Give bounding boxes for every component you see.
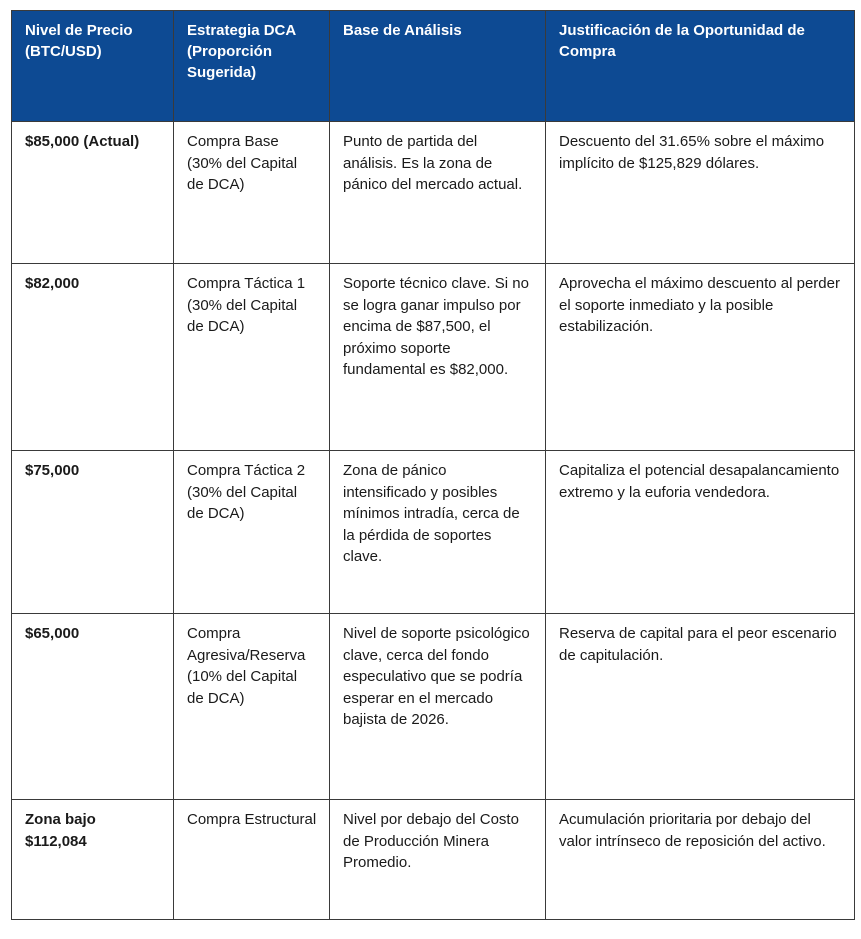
header-justification: Justificación de la Oportunidad de Compra bbox=[546, 11, 855, 122]
header-price-level: Nivel de Precio (BTC/USD) bbox=[12, 11, 174, 122]
justification-cell: Aprovecha el máximo descuento al perder el soporte inmediato y la posible estabilización. bbox=[546, 264, 855, 451]
basis-cell: Zona de pánico intensificado y posibles mínimos intradía, cerca de la pérdida de soportes clave. bbox=[330, 451, 546, 614]
justification-cell: Capitaliza el potencial desapalancamiento extremo y la euforia vendedora. bbox=[546, 451, 855, 614]
table-row bbox=[12, 264, 855, 451]
basis-cell: Nivel de soporte psicológico clave, cerca del fondo especulativo que se podría esperar en el mercado bajista de 2026. bbox=[330, 614, 546, 800]
strategy-cell: Compra Base (30% del Capital de DCA) bbox=[174, 122, 330, 264]
strategy-cell: Compra Táctica 2 (30% del Capital de DCA) bbox=[174, 451, 330, 614]
justification-cell: Descuento del 31.65% sobre el máximo implícito de $125,829 dólares. bbox=[546, 122, 855, 264]
header-dca-strategy: Estrategia DCA (Proporción Sugerida) bbox=[174, 11, 330, 122]
basis-cell: Punto de partida del análisis. Es la zona de pánico del mercado actual. bbox=[330, 122, 546, 264]
basis-cell: Nivel por debajo del Costo de Producción Minera Promedio. bbox=[330, 800, 546, 920]
justification-cell: Acumulación prioritaria por debajo del valor intrínseco de reposición del activo. bbox=[546, 800, 855, 920]
strategy-cell: Compra Táctica 1 (30% del Capital de DCA) bbox=[174, 264, 330, 451]
table-row bbox=[12, 122, 855, 264]
price-level-cell: $85,000 (Actual) bbox=[12, 122, 174, 264]
price-level-cell: Zona bajo $112,084 bbox=[12, 800, 174, 920]
table-row bbox=[12, 614, 855, 800]
price-level-cell: $82,000 bbox=[12, 264, 174, 451]
price-level-cell: $65,000 bbox=[12, 614, 174, 800]
header-analysis-basis: Base de Análisis bbox=[330, 11, 546, 122]
justification-cell: Reserva de capital para el peor escenario de capitulación. bbox=[546, 614, 855, 800]
price-level-cell: $75,000 bbox=[12, 451, 174, 614]
strategy-cell: Compra Estructural bbox=[174, 800, 330, 920]
dca-strategy-table bbox=[11, 10, 855, 920]
strategy-cell: Compra Agresiva/Reserva (10% del Capital de DCA) bbox=[174, 614, 330, 800]
basis-cell: Soporte técnico clave. Si no se logra ganar impulso por encima de $87,500, el próximo soporte fundamental es $82,000. bbox=[330, 264, 546, 451]
table-row bbox=[12, 451, 855, 614]
table-header-row bbox=[12, 11, 855, 122]
table-row bbox=[12, 800, 855, 920]
